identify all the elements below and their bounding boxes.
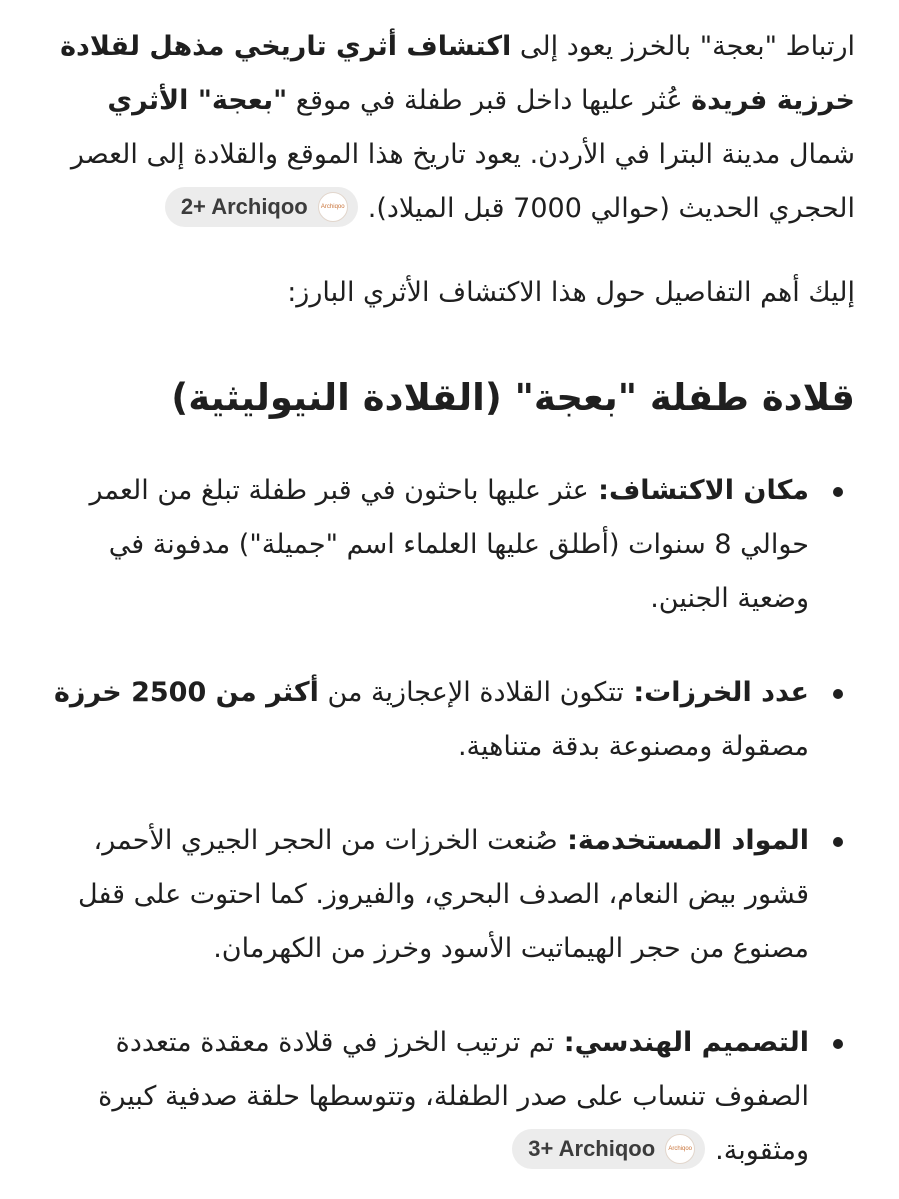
list-item-label: عدد الخرزات (644, 677, 809, 708)
list-item-text: مصقولة ومصنوعة بدقة متناهية. (457, 731, 809, 762)
intro-text-1: ارتباط "بعجة" بالخرز يعود إلى (511, 31, 855, 62)
intro-text-3: شمال مدينة البترا في الأردن. يعود تاريخ هذا الموقع والقلادة إلى العصر الحجري الحديث (حوالي 7000 قبل الميلاد). (70, 139, 855, 224)
list-item-location: مكان الاكتشاف: عثر عليها باحثون في قبر طفلة تبلغ من العمر حوالي 8 سنوات (أطلق عليها العلماء اسم "جميلة") مدفونة في وضعية الجنين. (48, 464, 855, 626)
list-item-bead-count: عدد الخرزات: تتكون القلادة الإعجازية من أكثر من 2500 خرزة مصقولة ومصنوعة بدقة متناهية. (48, 666, 855, 774)
intro-text-2: عُثر عليها داخل قبر طفلة في موقع (287, 85, 692, 116)
intro-paragraph (48, 20, 855, 236)
archiqoo-logo-icon: Archiqoo (665, 1134, 695, 1164)
list-item-text: تتكون القلادة الإعجازية من (318, 677, 624, 708)
intro-bold-2: "بعجة" الأثري (107, 85, 288, 116)
list-item-label: التصميم الهندسي (574, 1027, 809, 1058)
list-item-text: تم ترتيب الخرز في قلادة معقدة متعددة الصفوف تنساب على صدر الطفلة، وتتوسطها حلقة صدفية كبيرة ومثقوبة. (98, 1027, 809, 1166)
list-item-label: مكان الاكتشاف (608, 475, 809, 506)
details-list (48, 464, 855, 1178)
source-chip-label: 2+ Archiqoo (180, 193, 308, 219)
list-item-label: المواد المستخدمة (577, 825, 809, 856)
list-item-text: عثر عليها باحثون في قبر طفلة تبلغ من العمر حوالي 8 سنوات (أطلق عليها العلماء اسم "جميلة") مدفونة في وضعية الجنين. (89, 475, 809, 614)
intro-bold-1: اكتشاف أثري تاريخي مذهل لقلادة خرزية فريدة (60, 31, 855, 116)
list-item-text: صُنعت الخرزات من الحجر الجيري الأحمر، قشور بيض النعام، الصدف البحري، والفيروز. كما احتوت على قفل مصنوع من حجر الهيماتيت الأسود وخرز من الكهرمان. (78, 825, 809, 964)
lead-paragraph: إليك أهم التفاصيل حول هذا الاكتشاف الأثري البارز: (287, 277, 855, 308)
list-item-design: التصميم الهندسي: تم ترتيب الخرز في قلادة معقدة متعددة الصفوف تنساب على صدر الطفلة، وتتوسطها حلقة صدفية كبيرة ومثقوبة. 3+ Archiqoo Archiqoo (48, 1016, 855, 1178)
archiqoo-logo-icon: Archiqoo (318, 192, 348, 222)
bullet-dot (833, 487, 843, 497)
bullet-dot (833, 689, 843, 699)
source-chip-label: 3+ Archiqoo (528, 1135, 656, 1161)
source-chip[interactable] (512, 1129, 705, 1169)
source-chip[interactable] (165, 187, 358, 227)
bullet-dot (833, 837, 843, 847)
list-item-bold: أكثر من 2500 خرزة (53, 677, 319, 708)
bullet-dot (833, 1039, 843, 1049)
list-item-materials: المواد المستخدمة: صُنعت الخرزات من الحجر الجيري الأحمر، قشور بيض النعام، الصدف البحري، والفيروز. كما احتوت على قفل مصنوع من حجر الهيماتيت الأسود وخرز من الكهرمان. (48, 814, 855, 976)
section-heading: قلادة طفلة "بعجة" (القلادة النيوليثية) (171, 376, 855, 419)
